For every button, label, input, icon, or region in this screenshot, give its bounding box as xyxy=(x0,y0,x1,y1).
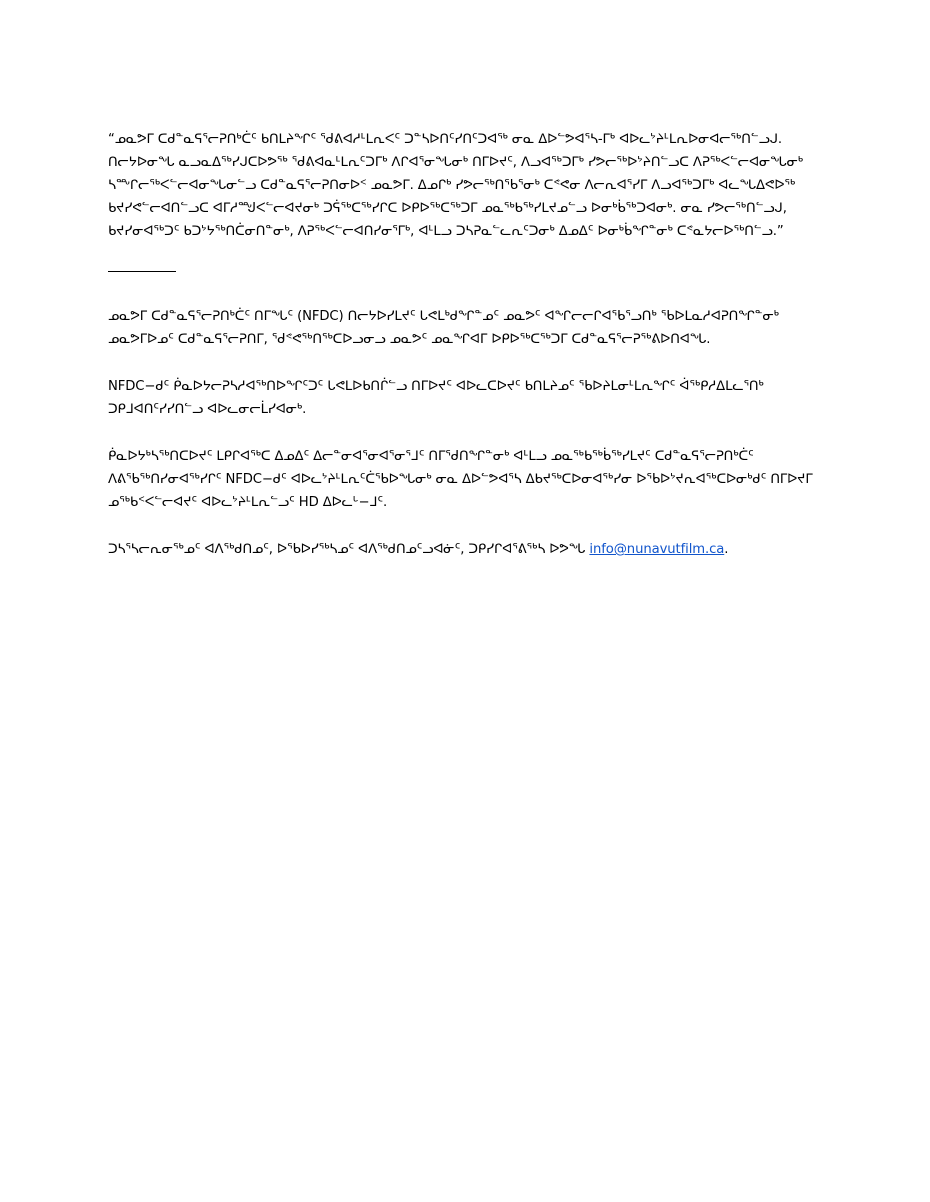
contact-end: . xyxy=(724,542,729,557)
paragraph-contact xyxy=(108,538,828,561)
paragraph-funding: ᑮᓇᐅᔭᒃᓴᖅᑎᑕᐅᔪᑦ ᒪᑭᒋᐊᖅᑕ ᐃᓄᐃᑦ ᐃᓕᓐᓂᐊᕐᓂᐊᕐᓂᕐᒧᑦ ᑎᒥᖁᑎᖏᓐᓂᒃ ᐊᒻᒪᓗ ᓄᓇᖅᑲᖅᑳᖅᓯᒪᔪᑦ ᑕᑯᓐᓇᕋᕐᓕᕈᑎᒃᑖᑦ ᐱᕕᖃᖅᑎᓯᓂᐊᖅᓯᒋᑦ NFDC−ᑯᑦ ᐊᐅᓚᔾᔨᒻᒪᕆᑦᑖᖃᐅᖓᓂᒃ ᓂᓇ ᐃᐅᓪᕗᐊᕐᓴ ᐃᑲᔪᖅᑕᐅᓂᐊᖅᓯᓂ ᐅᖃᐅᔾᔪᕆᐊᖅᑕᐅᓂᒃᑯᑦ ᑎᒥᐅᔪᒥ ᓄᖅᑲᑉᐸᓪᓕᐊᔪᑦ ᐊᐅᓚᔾᔨᒻᒪᕆᓪᓗᑦ HD ᐃᐅᓚᒡ−ᒧᑦ. xyxy=(108,449,813,510)
email-link[interactable]: info@nunavutfilm.ca xyxy=(589,542,725,557)
paragraph-nfdc-intro: ᓄᓇᕗᒥ ᑕᑯᓐᓇᕋᕐᓕᕈᑎᒃᑖᑦ ᑎᒥᖓᑦ (NFDC) ᑎᓕᔭᐅᓯᒪᔪᑦ ᒐᕙᒪᒃᑯᖏᓐᓄᑦ ᓄᓇᕗᑦ ᐊᖏᓕᓕᒋᐊᖃᕐᓗᑎᒃ ᖃᐅᒪᓇᓱᐊᕈᑎᖏᓐᓂᒃ ᓄᓇᕗᒥᐅᓄᑦ ᑕᑯᓐᓇᕋᕐᓕᕈᑎᒥ, ᖁᕝᕙᖅᑎᖅᑕᐅᓗᓂᓗ ᓄᓇᕗᑦ ᓄᓇᖏᐊᒥ ᐅᑭᐅᖅᑕᖅᑐᒥ ᑕᑯᓐᓇᕋᕐᓕᕈᖅᕕᐅᑎᐊᖓ. xyxy=(108,309,779,347)
document-page xyxy=(108,128,828,561)
separator-rule xyxy=(108,271,176,272)
paragraph-nfdc-board: NFDC−ᑯᑦ ᑮᓇᐅᔭᓕᕈᓴᓱᐊᖅᑎᐅᖏᑦᑐᑦ ᒐᕙᒪᐅᑲᑎᒌᓪᓗ ᑎᒥᐅᔪᑦ ᐊᐅᓚᑕᐅᔪᑦ ᑲᑎᒪᔨᓄᑦ ᖃᐅᔨᒪᓂᒻᒪᕆᖏᑦ ᐋᖅᑭᓱᐃᒪᓚᕐᑎᒃ ᑐᑭᒧᐊᑎᑦᓯᓯᑎᓪᓗ ᐊᐅᓚᓂᓕᒫᓯᐊᓂᒃ. xyxy=(108,379,764,417)
quote-paragraph: “ᓄᓇᕗᒥ ᑕᑯᓐᓇᕋᕐᓕᕈᑎᒃᑖᑦ ᑲᑎᒪᔨᖏᑦ ᖁᕕᐊᓱᒻᒪᕆᐸᑦ ᑐᓐᓴᐅᑎᑦᓯᑎᑦᑐᐊᕐᒃ ᓂᓇ ᐃᐅᓪᕗᐊᕐᓴ-ᒥᒃ ᐊᐅᓚᔾᔨᒻᒪᕆᐅᓂᐊᓕᖅᑎᓪᓗᒍ. ᑎᓕᔭᐅᓂᖓ ᓇᓗᓇᐃᖅᓯᒍᑕᐅᕗᖅ ᖁᕕᐊᓇᒻᒪᕆᑦᑐᒥᒃ ᐱᒋᐊᕐᓂᖓᓂᒃ ᑎᒥᐅᔪᑦ, ᐱᓗᐊᖅᑐᒥᒃ ᓯᕗᓕᖅᐅᔾᔨᑎᓪᓗᑕ ᐱᕈᖅᐸᓪᓕᐊᓂᖓᓂᒃ ᓴᖖᒋᓕᖅᐸᓪᓕᐊᓂᖓᓂᓪᓗ ᑕᑯᓐᓇᕋᕐᓕᕈᑎᓂᐅᑉ ᓄᓇᕗᒥ. ᐃᓄᒋᒃ ᓯᕗᓕᖅᑎᖃᕐᓂᒃ ᑕᕝᕙᓂ ᐱᓕᕆᐊᕐᓯᒥ ᐱᓗᐊᖅᑐᒥᒃ ᐊᓚᖓᐃᕙᐅᖅ ᑲᔪᓯᕙᓪᓕᐊᑎᓪᓗᑕ ᐊᒥᓱᙳᐸᓪᓕᐊᔪᓂᒃ ᑐᕌᖅᑕᖅᓯᒋᑕ ᐅᑭᐅᖅᑕᖅᑐᒥ ᓄᓇᖅᑲᖅᓯᒪᔪᓄᓪᓗ ᐅᓂᒃᑳᖅᑐᐊᓂᒃ. ᓂᓇ ᓯᕗᓕᖅᑎᓪᓗᒍ, ᑲᔪᓯᓂᐊᖅᑐᑦ ᑲᑐᔾᔭᖅᑎᑖᓂᑎᓐᓂᒃ, ᐱᕈᖅᐸᓪᓕᐊᑎᓯᓂᕐᒥᒃ, ᐊᒻᒪᓗ ᑐᓴᕈᓇᓪᓚᕆᑦᑐᓂᒃ ᐃᓄᐃᑦ ᐅᓂᒃᑳᖏᓐᓂᒃ ᑕᕝᓇᔭᓕᐅᖅᑎᓪᓗ.” xyxy=(108,132,804,239)
contact-text: ᑐᓴᕐᓴᓕᕆᓂᖅᓄᑦ ᐊᐱᖅᑯᑎᓄᑦ, ᐅᖃᐅᓯᖅᓴᓄᑦ ᐊᐱᖅᑯᑎᓄᑦᓗᐊᓃᑦ, ᑐᑭᓯᒋᐊᕐᕕᖅᓴ ᐅᕗᖓ xyxy=(108,542,590,557)
